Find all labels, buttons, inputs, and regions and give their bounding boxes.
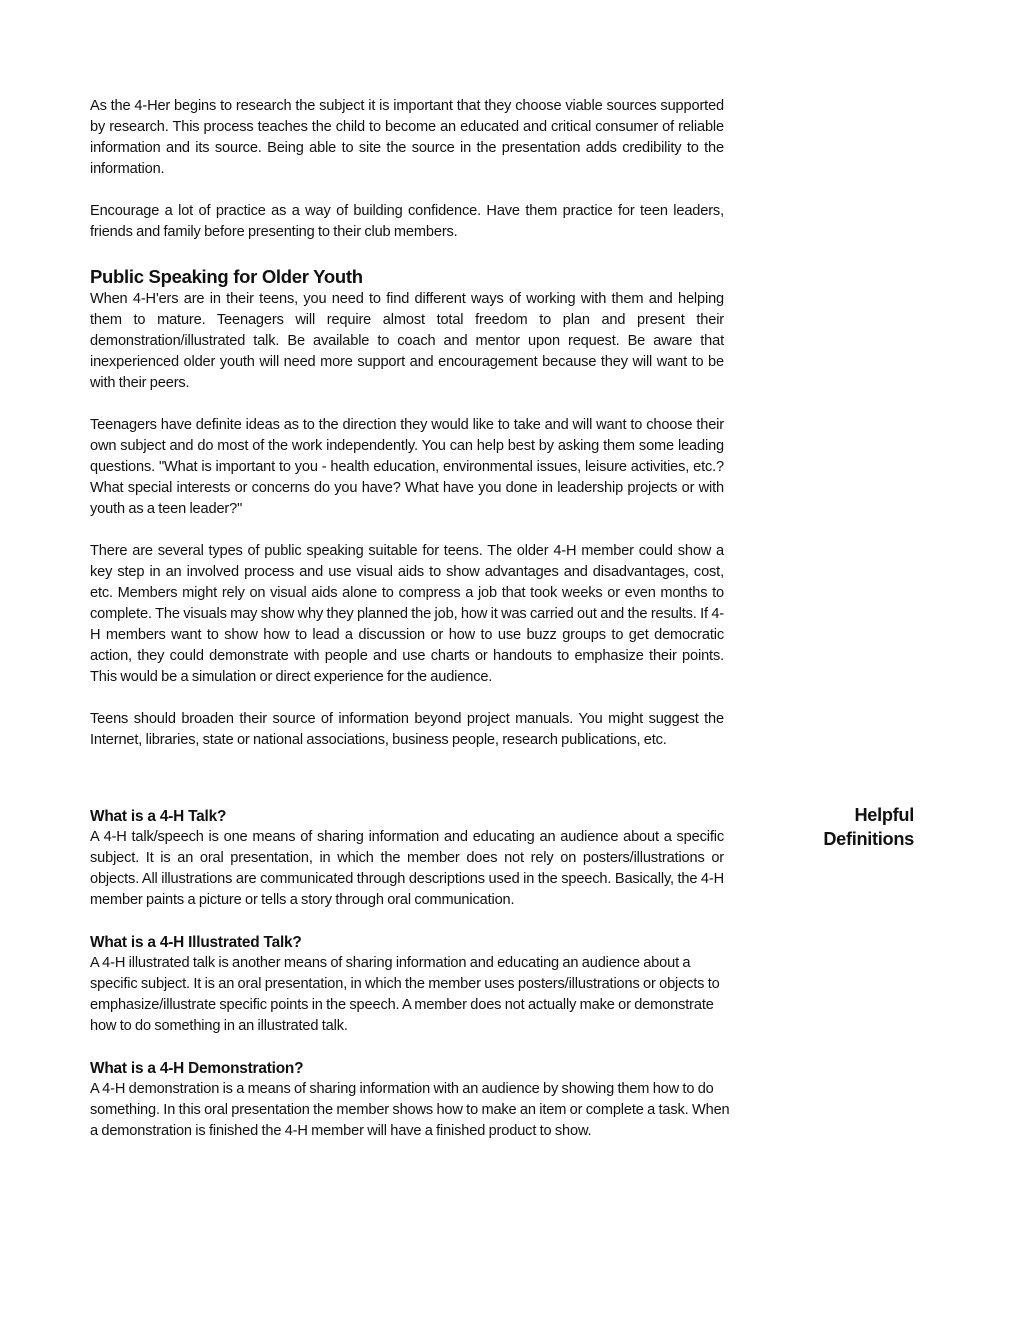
definition-heading-demonstration: What is a 4-H Demonstration? [90, 1060, 304, 1077]
sidebar-helpful-definitions [790, 803, 914, 851]
older-youth-paragraph-3: There are several types of public speaking suitable for teens. The older 4-H member could show a key step in an involved process and use visual aids to show advantages and disadvantages, cost, etc. Members might rely on visual aids alone to compress a job that took weeks or even months to complete. The visuals may show why they planned the job, how it was carried out and the results. If 4-H members want to show how to lead a discussion or how to use buzz groups to get democratic action, they could demonstrate with people and use charts or handouts to emphasize their points. This would be a simulation or direct experience for the audience. [90, 543, 724, 685]
definition-heading-illustrated-talk: What is a 4-H Illustrated Talk? [90, 934, 302, 951]
section-gap [90, 751, 738, 806]
definition-text-talk: A 4-H talk/speech is one means of sharing information and educating an audience about a specific subject. It is an oral presentation, in which the member does not rely on posters/illustrations or objects. All illustrations are communicated through descriptions used in the speech. Basically, the 4-H member paints a picture or tells a story through oral communication. [90, 829, 724, 908]
paragraph-gap [90, 180, 738, 201]
paragraph-gap [90, 1037, 738, 1058]
paragraph-gap [90, 243, 738, 264]
older-youth-paragraph-1: When 4-H'ers are in their teens, you need to find different ways of working with them and helping them to mature. Teenagers will require almost total freedom to plan and present their demonstration/illustrated talk. Be available to coach and mentor upon request. Be aware that inexperienced older youth will need more support and encouragement because they will want to be with their peers. [90, 291, 724, 391]
sidebar-line-1: Helpful [854, 805, 914, 825]
definition-heading-talk: What is a 4-H Talk? [90, 808, 227, 825]
sidebar-line-2: Definitions [823, 829, 914, 849]
definition-text-demonstration: A 4-H demonstration is a means of sharing information with an audience by showing them how to do something. In this oral presentation the member shows how to make an item or complete a task. When a demonstration is finished the 4-H member will have a finished product to show. [90, 1081, 730, 1139]
section-heading-older-youth: Public Speaking for Older Youth [90, 266, 363, 287]
paragraph-gap [90, 394, 738, 415]
paragraph-gap [90, 520, 738, 541]
main-column [90, 96, 738, 1142]
intro-paragraph-practice: Encourage a lot of practice as a way of building confidence. Have them practice for teen leaders, friends and family before presenting to their club members. [90, 203, 724, 240]
definition-text-illustrated-talk: A 4-H illustrated talk is another means of sharing information and educating an audience about a specific subject. It is an oral presentation, in which the member uses posters/illustrations or objects to emphasize/illustrate specific points in the speech. A member does not actually make or demonstrate how to do something in an illustrated talk. [90, 955, 720, 1034]
older-youth-paragraph-4: Teens should broaden their source of information beyond project manuals. You might suggest the Internet, libraries, state or national associations, business people, research publications, etc. [90, 711, 724, 748]
intro-paragraph-research: As the 4-Her begins to research the subject it is important that they choose viable sources supported by research. This process teaches the child to become an educated and critical consumer of reliable information and its source. Being able to site the source in the presentation adds credibility to the information. [90, 98, 724, 177]
paragraph-gap [90, 911, 738, 932]
paragraph-gap [90, 688, 738, 709]
older-youth-paragraph-2: Teenagers have definite ideas as to the direction they would like to take and will want to choose their own subject and do most of the work independently. You can help best by asking them some leading questions. "What is important to you - health education, environmental issues, leisure activities, etc.? What special interests or concerns do you have? What have you done in leadership projects or with youth as a teen leader?" [90, 417, 724, 517]
